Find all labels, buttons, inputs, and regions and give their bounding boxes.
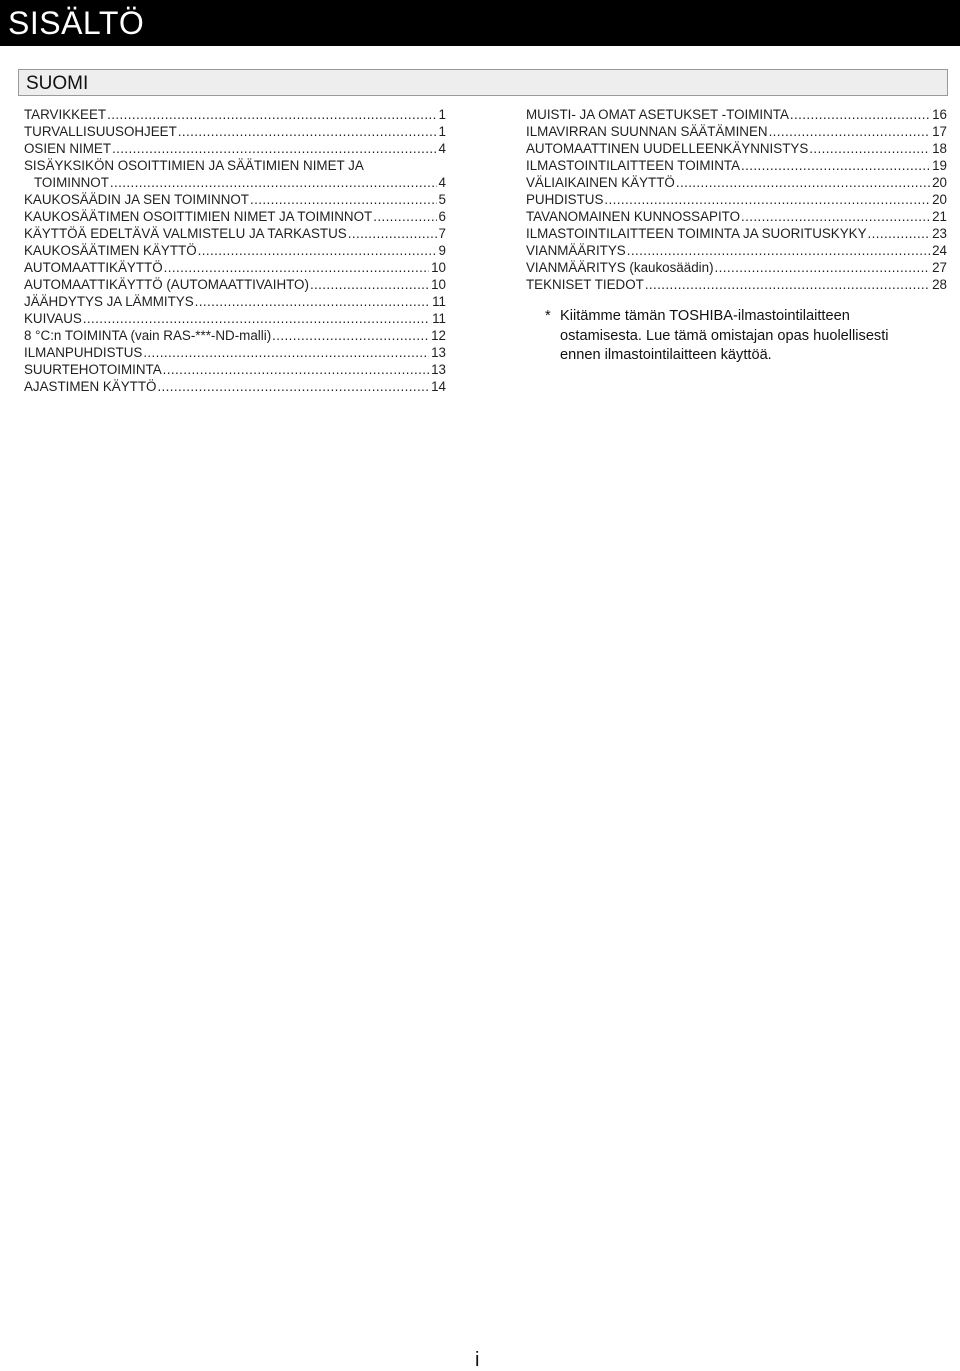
toc-entry-title: MUISTI- JA OMAT ASETUKSET -TOIMINTA [526, 107, 789, 122]
toc-leader-dots [310, 276, 429, 293]
toc-entry-title: ILMAVIRRAN SUUNNAN SÄÄTÄMINEN [526, 124, 768, 139]
toc-entry-title: 8 °C:n TOIMINTA (vain RAS-***-ND-malli) [24, 328, 272, 343]
toc-entry[interactable] [24, 361, 446, 378]
toc-leader-dots [627, 242, 930, 259]
toc-leader-dots [110, 174, 437, 191]
toc-entry[interactable] [526, 259, 947, 276]
toc-entry-title: TOIMINNOT [34, 175, 109, 190]
toc-entry-page: 7 [438, 226, 446, 241]
toc-entry-title: VIANMÄÄRITYS [526, 243, 626, 258]
toc-entry-page: 10 [431, 260, 446, 275]
toc-entry-page: 1 [438, 107, 446, 122]
toc-entry-title: VIANMÄÄRITYS (kaukosäädin) [526, 260, 714, 275]
toc-entry-title: SUURTEHOTOIMINTA [24, 362, 162, 377]
toc-leader-dots [809, 140, 930, 157]
toc-entry-page: 13 [431, 362, 446, 377]
toc-entry-title: ILMANPUHDISTUS [24, 345, 143, 360]
toc-leader-dots [790, 106, 930, 123]
toc-entry[interactable] [24, 225, 446, 242]
toc-entry-title: TAVANOMAINEN KUNNOSSAPITO [526, 209, 741, 224]
toc-leader-dots [112, 140, 437, 157]
toc-entry-page: 24 [932, 243, 947, 258]
toc-leader-dots [373, 208, 436, 225]
note-text: Kiitämme tämän TOSHIBA-ilmastointilaitteen ostamisesta. Lue tämä omistajan opas huolellisesti ennen ilmastointilaitteen käyttöä. [560, 308, 889, 363]
toc-leader-dots [868, 225, 931, 242]
toc-entry-page: 4 [438, 141, 446, 156]
toc-entry-title: PUHDISTUS [526, 192, 604, 207]
toc-entry-page: 5 [438, 192, 446, 207]
toc-entry-page: 9 [438, 243, 446, 258]
toc-entry-page: 27 [932, 260, 947, 275]
toc-entry[interactable] [526, 157, 947, 174]
toc-entry[interactable] [24, 191, 446, 208]
toc-entry-title: TARVIKKEET [24, 107, 107, 122]
toc-entry-title: OSIEN NIMET [24, 141, 112, 156]
toc-entry[interactable] [526, 225, 947, 242]
page-title: SISÄLTÖ [8, 5, 145, 41]
toc-leader-dots [250, 191, 437, 208]
note-asterisk: * [545, 308, 551, 324]
toc-leader-dots [272, 327, 429, 344]
toc-entry-page: 20 [932, 192, 947, 207]
toc-leader-dots [741, 157, 930, 174]
toc-entry-title: TEKNISET TIEDOT [526, 277, 644, 292]
toc-entry-title: KÄYTTÖÄ EDELTÄVÄ VALMISTELU JA TARKASTUS [24, 226, 347, 241]
toc-entry[interactable] [24, 208, 446, 225]
toc-entry-page: 10 [431, 277, 446, 292]
toc-entry-page: 6 [438, 209, 446, 224]
toc-leader-dots [604, 191, 930, 208]
toc-entry[interactable] [24, 140, 446, 157]
toc-leader-dots [715, 259, 931, 276]
header-bar [0, 0, 960, 46]
toc-entry-page: 21 [932, 209, 947, 224]
section-heading-box [18, 69, 948, 96]
toc-entry-page: 12 [431, 328, 446, 343]
toc-entry-page: 1 [438, 124, 446, 139]
toc-entry[interactable] [526, 106, 947, 123]
toc-entry-page: 18 [932, 141, 947, 156]
toc-entry-title: KUIVAUS [24, 311, 82, 326]
toc-entry-page: 20 [932, 175, 947, 190]
toc-entry-page: 4 [438, 175, 446, 190]
toc-leader-dots [769, 123, 931, 140]
toc-entry-title-line[interactable]: SISÄYKSIKÖN OSOITTIMIEN JA SÄÄTIMIEN NIMET JA [24, 158, 364, 173]
toc-entry-title: ILMASTOINTILAITTEEN TOIMINTA JA SUORITUSKYKY [526, 226, 867, 241]
toc-entry-page: 17 [932, 124, 947, 139]
toc-entry-title: KAUKOSÄÄDIN JA SEN TOIMINNOT [24, 192, 249, 207]
toc-entry-page: 23 [932, 226, 947, 241]
toc-leader-dots [83, 310, 430, 327]
toc-entry-page: 28 [932, 277, 947, 292]
toc-entry-title: VÄLIAIKAINEN KÄYTTÖ [526, 175, 675, 190]
toc-entry[interactable] [24, 106, 446, 123]
toc-entry[interactable] [24, 378, 446, 395]
toc-entry[interactable] [526, 191, 947, 208]
toc-entry-title: AUTOMAATTIKÄYTTÖ (AUTOMAATTIVAIHTO) [24, 277, 309, 292]
toc-leader-dots [198, 242, 437, 259]
toc-entry-page: 11 [432, 311, 446, 326]
toc-entry-title: KAUKOSÄÄTIMEN KÄYTTÖ [24, 243, 197, 258]
toc-entry[interactable] [24, 123, 446, 140]
toc-entry-page: 19 [932, 158, 947, 173]
toc-entry[interactable] [24, 259, 446, 276]
page-number: i [475, 1349, 480, 1371]
toc-entry[interactable] [526, 208, 947, 225]
toc-entry-page: 14 [431, 379, 446, 394]
toc-leader-dots [163, 361, 429, 378]
toc-entry-page: 16 [932, 107, 947, 122]
toc-entry[interactable] [526, 276, 947, 293]
toc-entry-title: KAUKOSÄÄTIMEN OSOITTIMIEN NIMET JA TOIMINNOT [24, 209, 373, 224]
toc-leader-dots [645, 276, 930, 293]
toc-leader-dots [741, 208, 930, 225]
toc-entry-page: 11 [432, 294, 446, 309]
toc-entry[interactable] [24, 327, 446, 344]
toc-entry[interactable] [24, 310, 446, 327]
toc-leader-dots [157, 378, 429, 395]
toc-leader-dots [107, 106, 436, 123]
toc-entry-title: AUTOMAATTIKÄYTTÖ [24, 260, 163, 275]
toc-entry-title: AJASTIMEN KÄYTTÖ [24, 379, 157, 394]
toc-leader-dots [143, 344, 429, 361]
toc-leader-dots [676, 174, 930, 191]
toc-entry-title: TURVALLISUUSOHJEET [24, 124, 177, 139]
toc-entry[interactable] [526, 242, 947, 259]
toc-entry[interactable] [24, 344, 446, 361]
toc-entry[interactable] [24, 293, 446, 310]
toc-entry-title: ILMASTOINTILAITTEEN TOIMINTA [526, 158, 741, 173]
toc-right-column [526, 106, 947, 293]
toc-leader-dots [195, 293, 430, 310]
toc-leader-dots [178, 123, 437, 140]
toc-left-column [24, 106, 446, 395]
toc-entry-title: JÄÄHDYTYS JA LÄMMITYS [24, 294, 194, 309]
section-title: SUOMI [26, 73, 89, 94]
toc-entry[interactable] [526, 140, 947, 157]
toc-entry-page: 13 [431, 345, 446, 360]
toc-entry[interactable] [24, 276, 446, 293]
toc-entry[interactable] [526, 123, 947, 140]
toc-leader-dots [348, 225, 437, 242]
toc-leader-dots [164, 259, 429, 276]
toc-entry[interactable] [24, 242, 446, 259]
toc-entry-title: AUTOMAATTINEN UUDELLEENKÄYNNISTYS [526, 141, 809, 156]
toc-entry[interactable] [24, 174, 446, 191]
toc-entry[interactable] [526, 174, 947, 191]
